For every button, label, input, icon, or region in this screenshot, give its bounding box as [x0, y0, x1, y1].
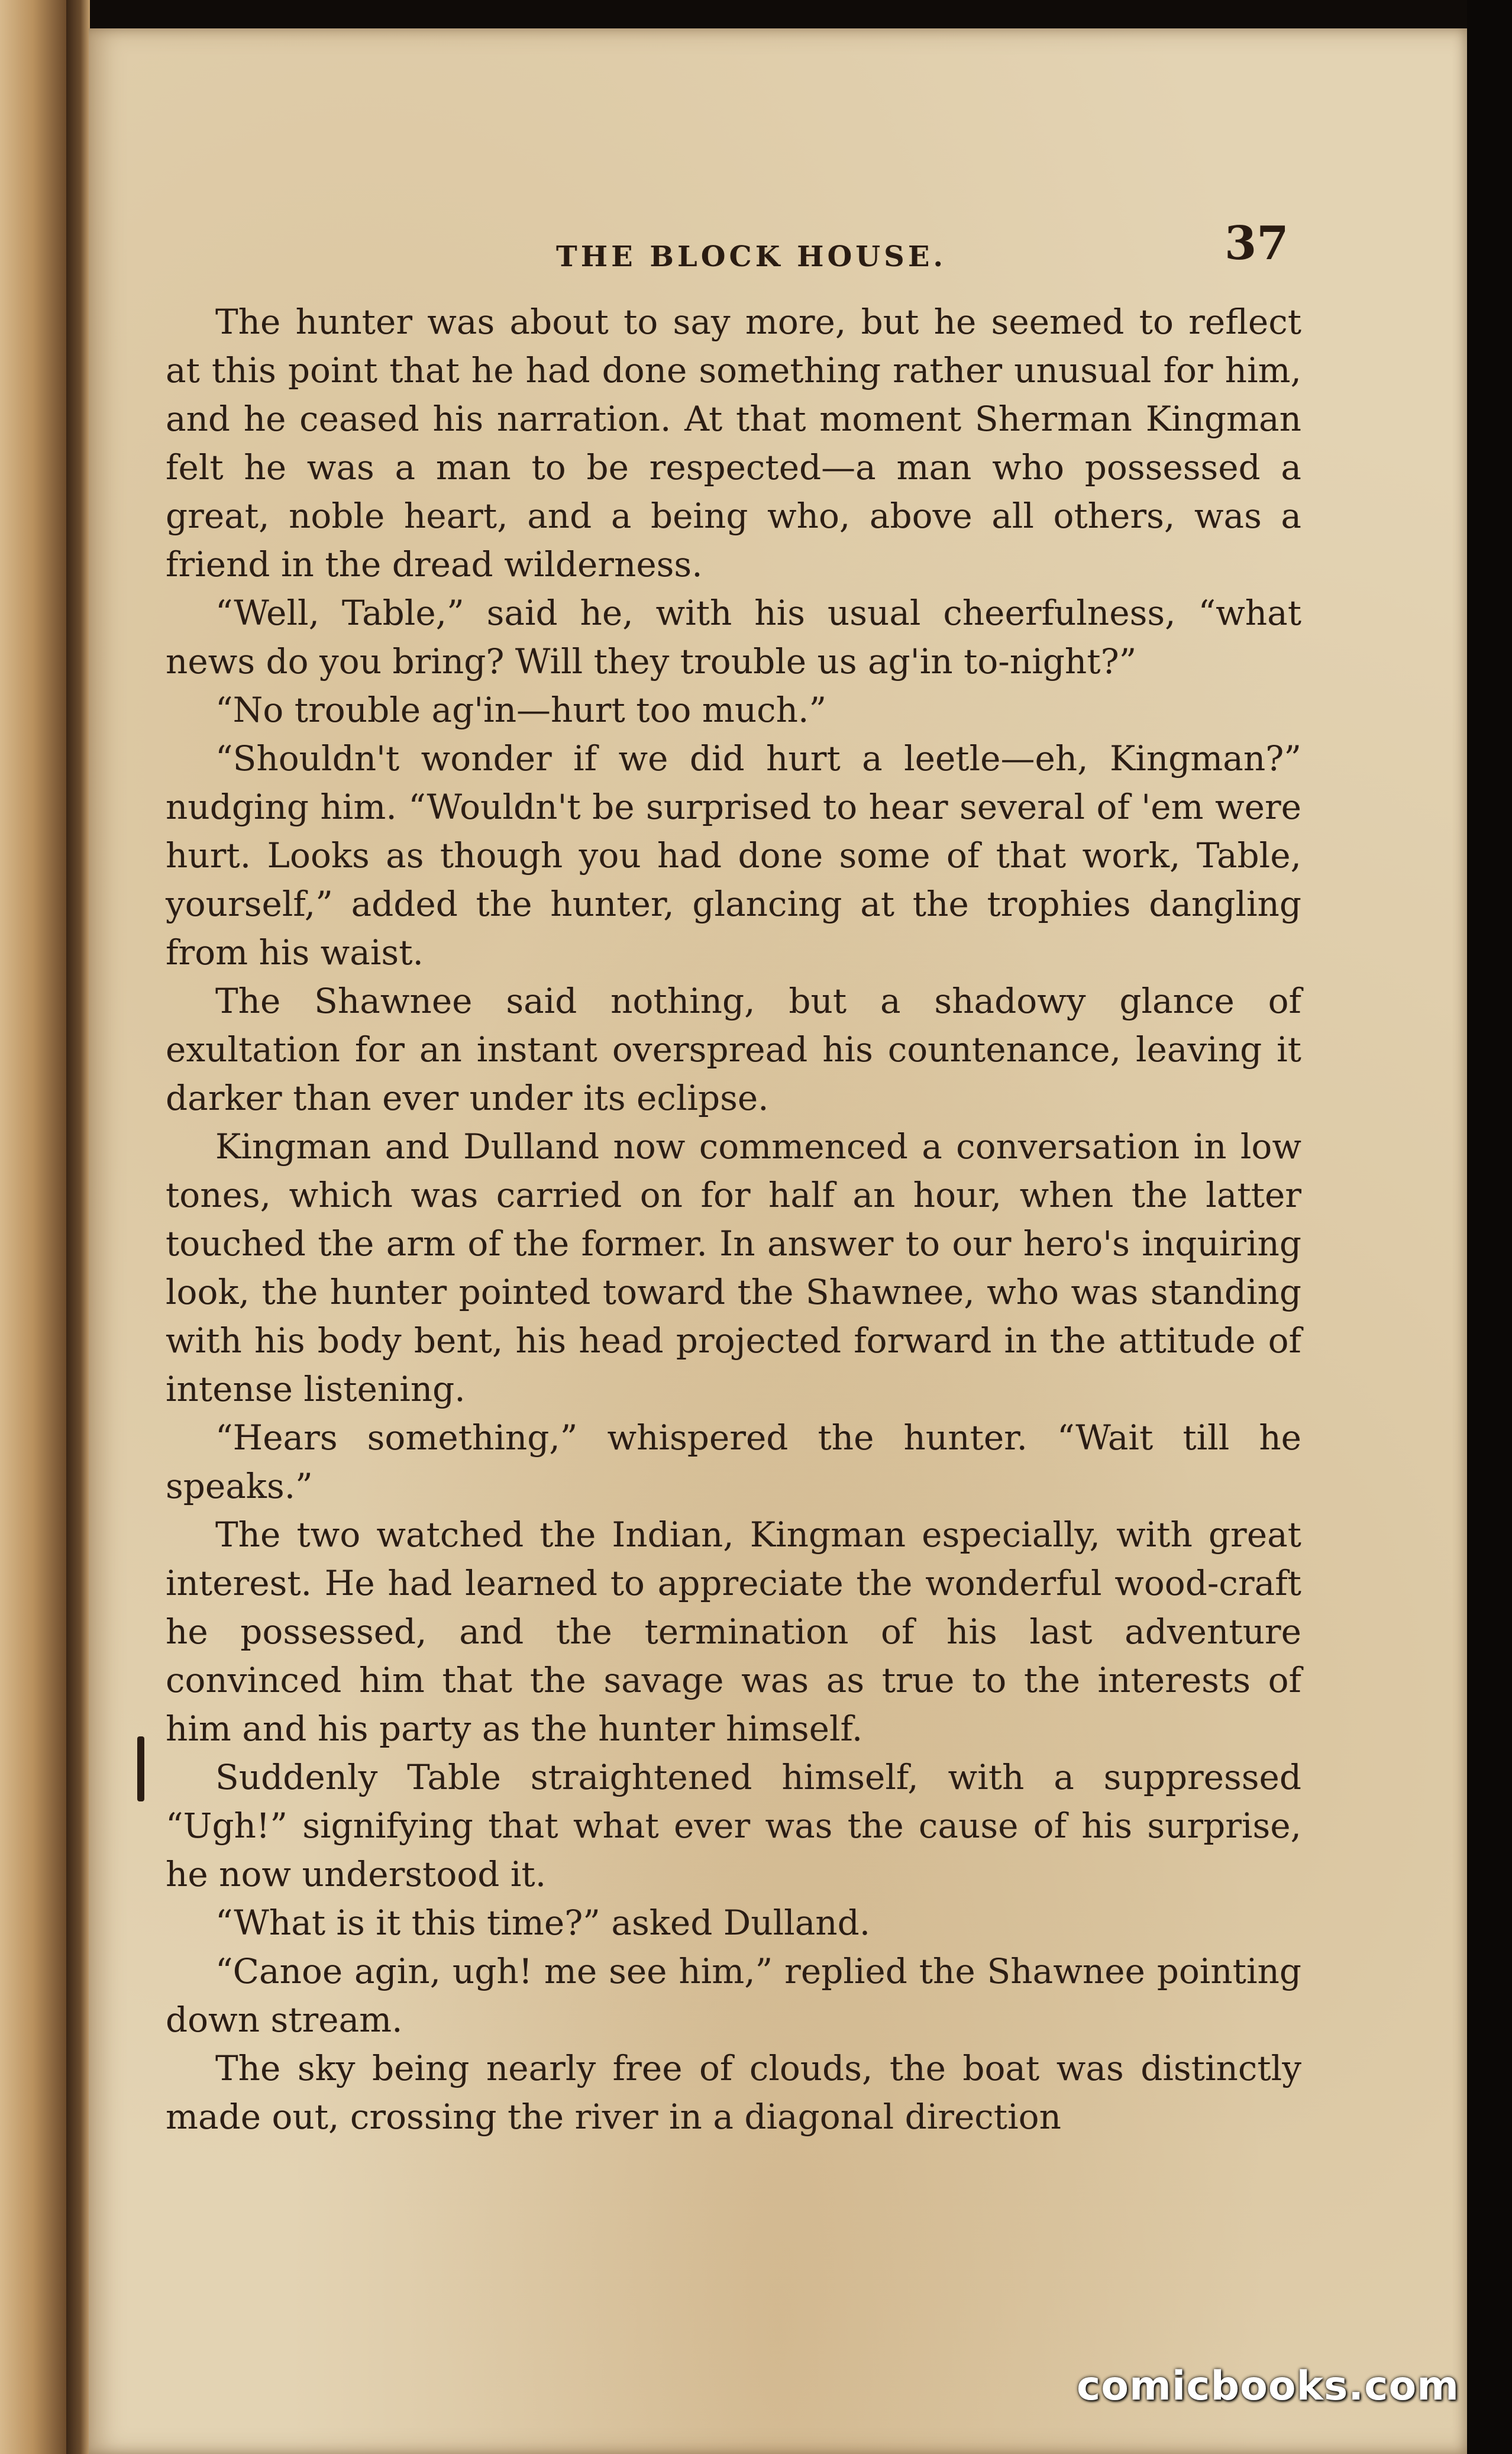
paragraph: “What is it this time?” asked Dulland. [215, 1903, 871, 1943]
paragraph: “Shouldn't wonder if we did hurt a leetle—eh, Kingman?” nudging him. “Wouldn't be surprised to hear several of 'em were hurt. Looks as though you had done some of that work, Table, yourself,” added the hunter, glancing at the trophies dangling from his waist. [166, 738, 1301, 973]
scan-right-edge [1467, 0, 1512, 2454]
page-number: 37 [1225, 217, 1289, 270]
facing-page-edge [0, 0, 66, 2454]
paragraph: Kingman and Dulland now commenced a conversation in low tones, which was carried on for half an hour, when the latter touched the arm of the former. In answer to our hero's inquiring look, the hunter pointed toward the Shawnee, who was standing with his body bent, his head projected forward in the attitude of intense listening. [166, 1126, 1301, 1409]
margin-ink-mark [137, 1736, 144, 1801]
running-head [89, 217, 1467, 282]
paragraph: “Well, Table,” said he, with his usual cheerfulness, “what news do you bring? Will they trouble us ag'in to-night?” [166, 593, 1301, 682]
paragraph: “Hears something,” whispered the hunter. “Wait till he speaks.” [166, 1417, 1301, 1506]
book-page [89, 28, 1467, 2454]
paragraph: The Shawnee said nothing, but a shadowy glance of exultation for an instant overspread his countenance, leaving it darker than ever under its eclipse. [166, 981, 1301, 1118]
paragraph: “No trouble ag'in—hurt too much.” [215, 690, 827, 730]
paragraph: The sky being nearly free of clouds, the boat was distinctly made out, crossing the river in a diagonal direction [166, 2048, 1301, 2137]
book-gutter [66, 0, 90, 2454]
running-head-title: THE BLOCK HOUSE. [556, 240, 947, 273]
source-watermark: comicbooks.com [1077, 2363, 1460, 2410]
paragraph: The hunter was about to say more, but he seemed to reflect at this point that he had done something rather unusual for him, and he ceased his narration. At that moment Sherman Kingman felt he was a man to be respected—a man who possessed a great, noble heart, and a being who, above all others, was a friend in the dread wilderness. [166, 302, 1301, 585]
paragraph: Suddenly Table straightened himself, with a suppressed “Ugh!” signifying that what ever was the cause of his surprise, he now understood it. [166, 1757, 1301, 1894]
paragraph: The two watched the Indian, Kingman especially, with great interest. He had learned to appreciate the wonderful wood-craft he possessed, and the termination of his last adventure convinced him that the savage was as true to the interests of him and his party as the hunter himself. [166, 1515, 1301, 1749]
body-text [166, 298, 1301, 2141]
paragraph: “Canoe agin, ugh! me see him,” replied the Shawnee pointing down stream. [166, 1951, 1301, 2040]
